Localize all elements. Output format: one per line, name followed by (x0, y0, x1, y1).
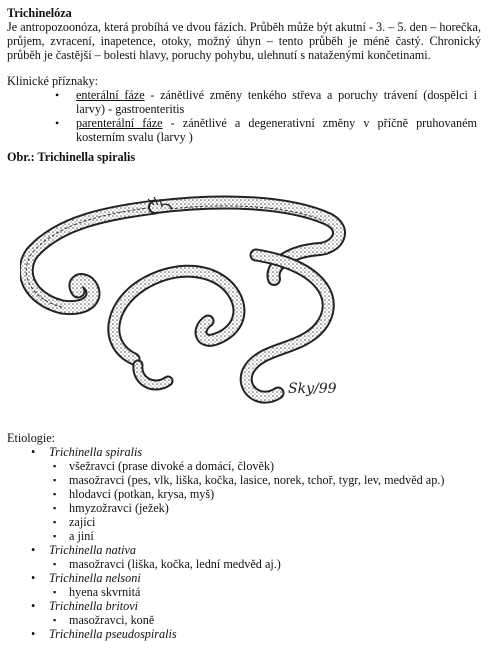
species-item (27, 571, 481, 599)
clinical-item-enteral (52, 88, 477, 116)
clinical-text: - zánětlivé změny tenkého střeva a poruchy trávení (dospělci i larvy) - gastroenteritis (76, 88, 478, 116)
species-item (27, 627, 481, 641)
artist-signature (288, 381, 337, 397)
species-name: Trichinella nativa (49, 543, 137, 557)
host-list (53, 613, 481, 627)
svg-text:Sky/99: Sky/99 (288, 381, 337, 397)
species-name: Trichinella spiralis (49, 445, 143, 459)
host-item: ▪ a jiní (53, 529, 481, 543)
species-name: Trichinella britovi (49, 599, 139, 613)
host-item: ▪ hmyzožravci (ježek) (53, 501, 481, 515)
host-item: ▪ masožravci, koně (53, 613, 481, 627)
small-worm (114, 255, 328, 397)
host-list (53, 557, 481, 571)
species-list (27, 445, 481, 641)
clinical-term: parenterální fáze (76, 116, 163, 130)
document-body (7, 6, 481, 176)
host-item: ▪ zajíci (53, 515, 481, 529)
species-item (27, 445, 481, 543)
clinical-item-parenteral (52, 116, 477, 144)
host-item: ▪ všežravci (prase divoké a domácí, člověk) (53, 459, 481, 473)
clinical-term: enterální fáze (76, 88, 145, 102)
etiology-section (7, 431, 481, 641)
host-item: ▪ masožravci (liška, kočka, lední medvěd aj.) (53, 557, 481, 571)
trichinella-illustration (20, 195, 355, 417)
host-item: ▪ masožravci (pes, vlk, liška, kočka, lasice, norek, tchoř, tygr, lev, medvěd ap.) (53, 473, 481, 487)
host-item: ▪ hlodavci (potkan, krysa, myš) (53, 487, 481, 501)
host-item: ▪ hyena skvrnitá (53, 585, 481, 599)
etiology-label: Etiologie: (7, 431, 56, 445)
species-item (27, 543, 481, 571)
clinical-text: - zánětlivé a degenerativní změny v příčně pruhovaném kosterním svalu (larvy ) (76, 116, 477, 144)
species-item (27, 599, 481, 627)
species-name: Trichinella pseudospiralis (49, 627, 177, 641)
large-worm (26, 203, 339, 308)
species-name: Trichinella nelsoni (49, 571, 141, 585)
figure-caption: Obr.: Trichinella spiralis (7, 150, 136, 164)
host-list (53, 585, 481, 599)
intro-paragraph: Je antropozoonóza, která probíhá ve dvou fázích. Průběh může být akutní - 3. – 5. den – horečka, průjem, zvracení, inapetence, otoky, možný úhyn – tento průběh je méně častý. Chronický průběh je častější – bolesti hlavy, poruchy pohybu, ulehnutí s nataženými končetinami. (7, 20, 481, 62)
clinical-signs-list (52, 88, 477, 144)
host-list (53, 459, 481, 543)
clinical-signs-label: Klinické příznaky: (7, 74, 99, 88)
document-title: Trichinelóza (7, 6, 72, 20)
